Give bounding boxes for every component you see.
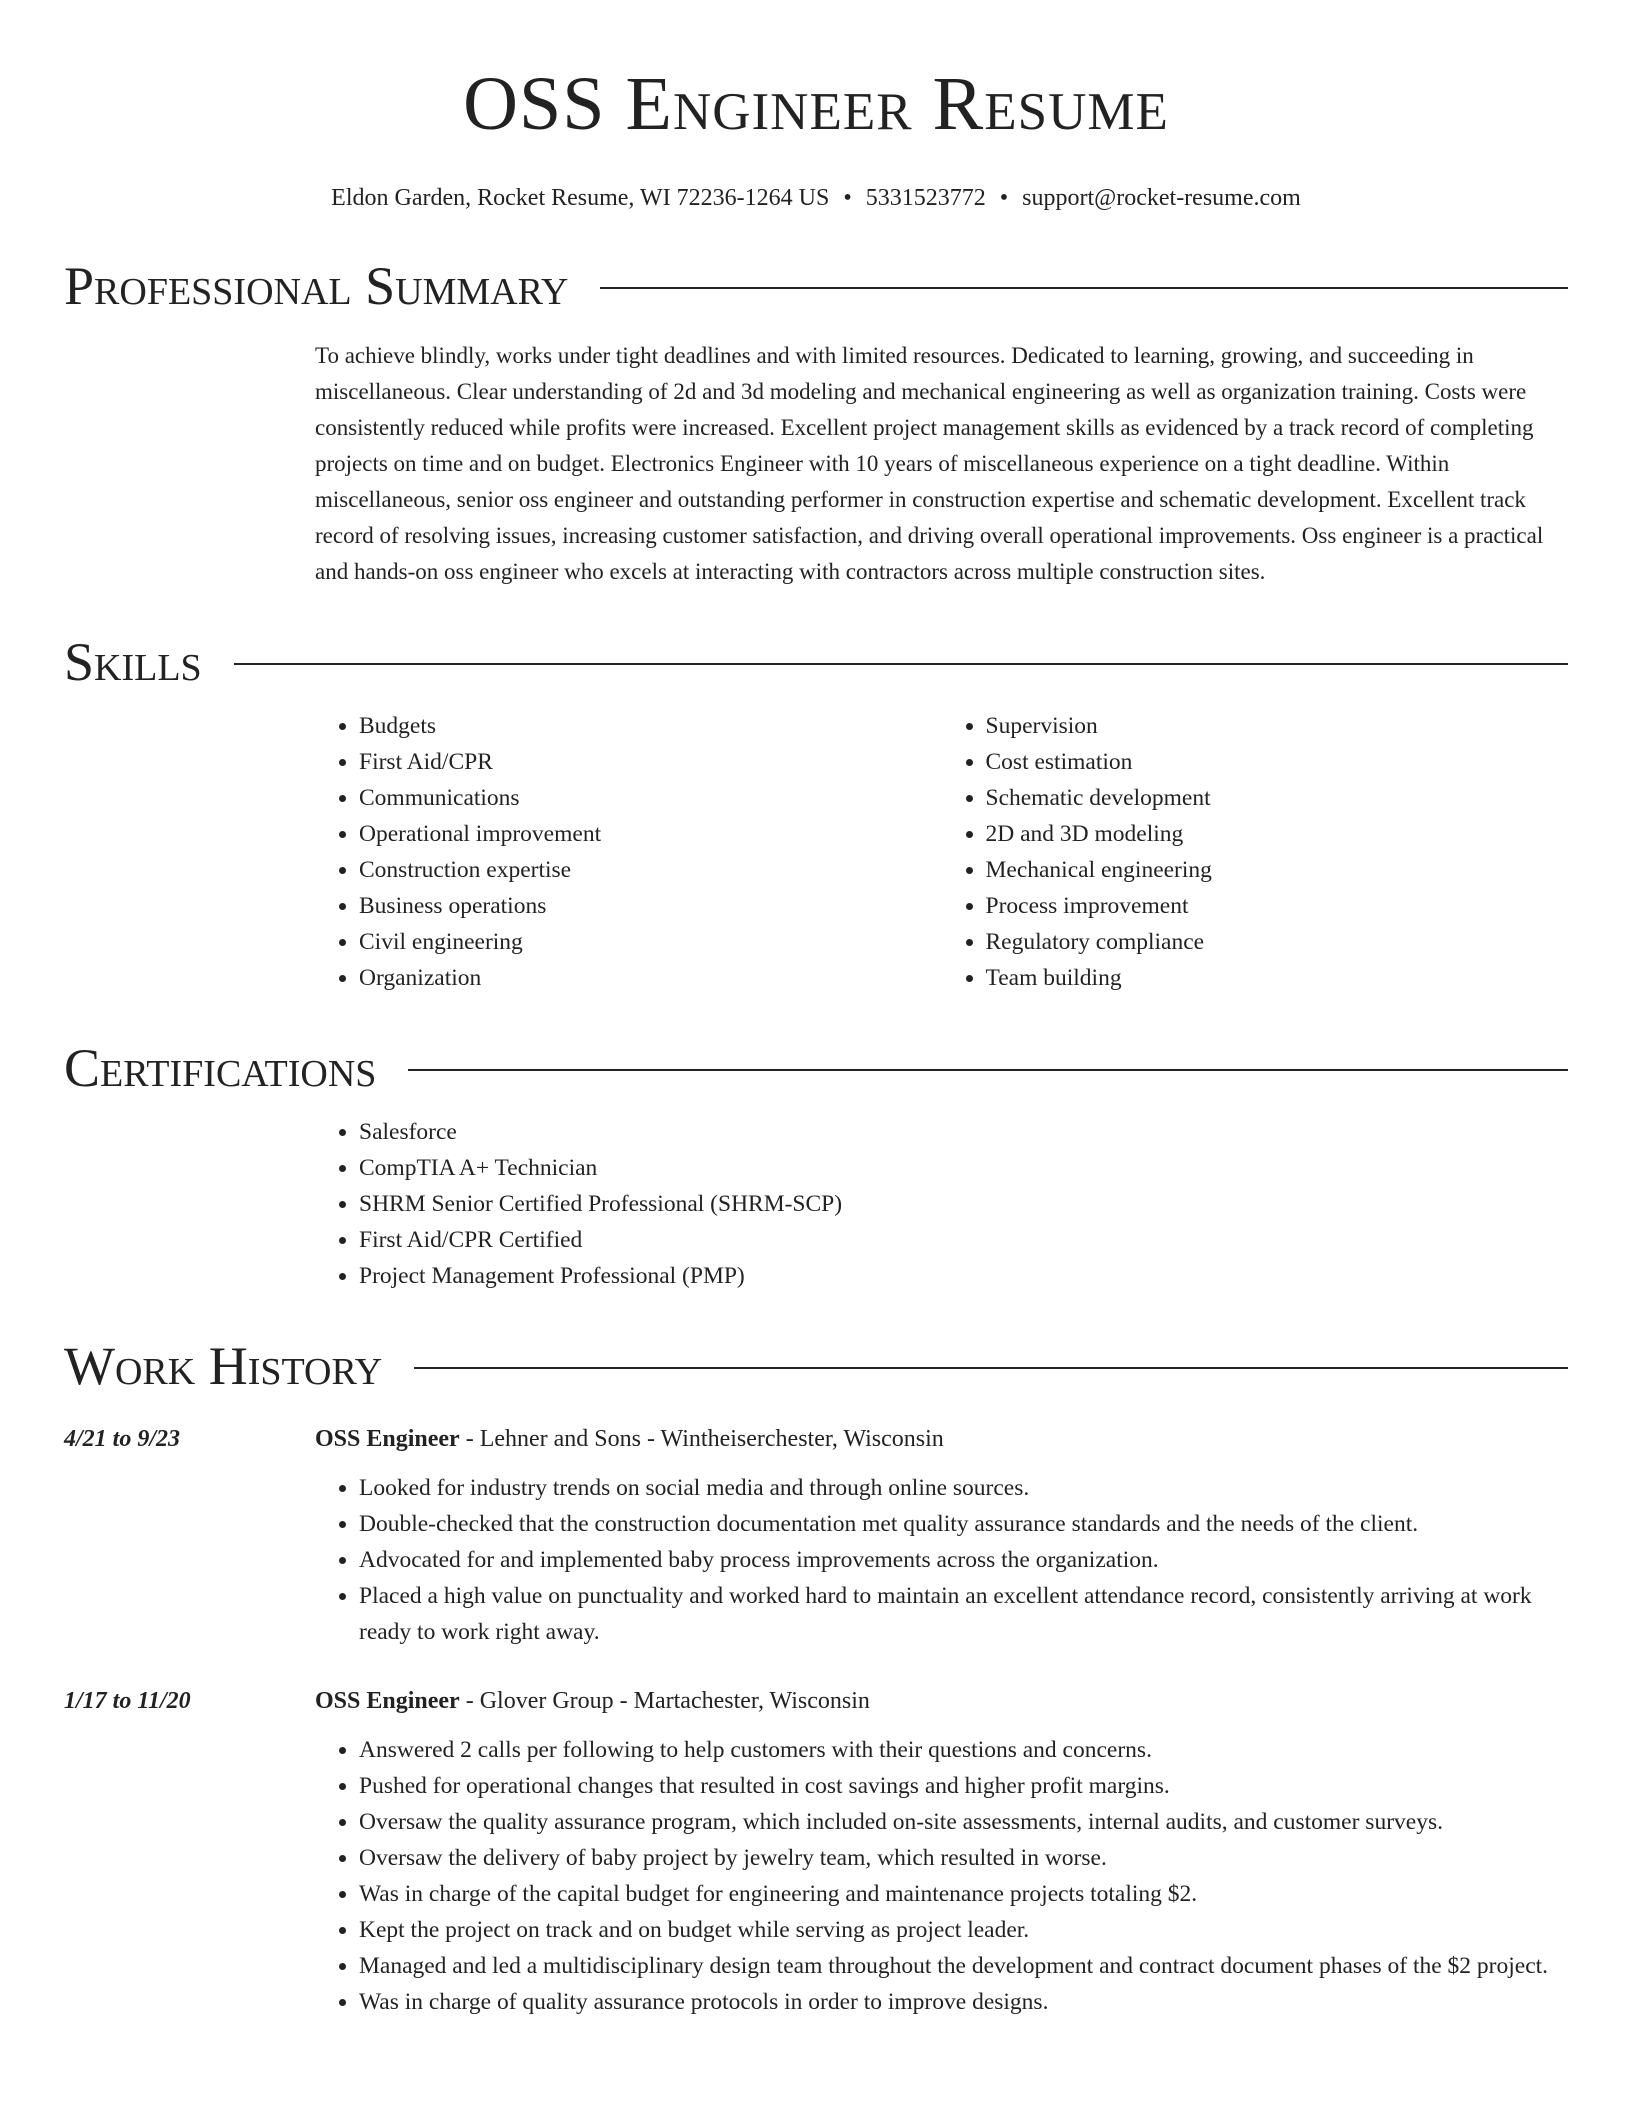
certification-item: • Salesforce	[359, 1114, 1568, 1150]
job-duty-item: • Looked for industry trends on social media and through online sources.	[359, 1470, 1568, 1506]
summary-text: To achieve blindly, works under tight deadlines and with limited resources. Dedicated to learning, growing, and succeeding in miscellaneous. Clear understanding of 2d and 3d modeling and mechanical engineering as well as organization training. Costs were consistently reduced while profits were increased. Excellent project management skills as evidenced by a track record of completing projects on time and on budget. Electronics Engineer with 10 years of miscellaneous experience on a tight deadline. Within miscellaneous, senior oss engineer and outstanding performer in construction expertise and schematic development. Excellent track record of resolving issues, increasing customer satisfaction, and driving overall operational improvements. Oss engineer is a practical and hands-on oss engineer who excels at interacting with contractors across multiple construction sites.	[315, 343, 1544, 584]
job-duty-item: • Advocated for and implemented baby process improvements across the organization.	[359, 1542, 1568, 1578]
job-title: OSS Engineer	[315, 1688, 460, 1714]
section-divider	[414, 1367, 1568, 1369]
job-duty-item: • Was in charge of the capital budget for engineering and maintenance projects totaling $2.	[359, 1876, 1568, 1912]
job-entry	[64, 1684, 1568, 2020]
section-divider	[408, 1069, 1568, 1071]
job-duties-list	[315, 1732, 1568, 2020]
job-entry	[64, 1422, 1568, 1650]
skill-item: • Organization	[359, 960, 942, 996]
job-duty-item: • Kept the project on track and on budget while serving as project leader.	[359, 1912, 1568, 1948]
contact-separator: •	[843, 185, 852, 211]
skill-item: • 2D and 3D modeling	[986, 816, 1569, 852]
skill-item: • Cost estimation	[986, 744, 1569, 780]
job-employer-location: - Lehner and Sons - Wintheiserchester, Wisconsin	[459, 1426, 944, 1452]
skills-list-right	[942, 708, 1569, 996]
certifications-section-header	[64, 1038, 1568, 1098]
skills-section-header	[64, 632, 1568, 692]
job-dates: 1/17 to 11/20	[64, 1688, 191, 1714]
work-history-section-header	[64, 1336, 1568, 1396]
certification-item: • Project Management Professional (PMP)	[359, 1258, 1568, 1294]
job-dates: 4/21 to 9/23	[64, 1426, 181, 1452]
job-duty-item: • Oversaw the delivery of baby project by jewelry team, which resulted in worse.	[359, 1840, 1568, 1876]
job-content	[315, 1422, 1568, 1650]
work-history-heading: Work History	[64, 1336, 383, 1396]
summary-section	[315, 338, 1568, 590]
skill-item: • Regulatory compliance	[986, 924, 1569, 960]
contact-email: support@rocket-resume.com	[1022, 185, 1301, 211]
skill-item: • Supervision	[986, 708, 1569, 744]
skill-item: • Schematic development	[986, 780, 1569, 816]
skill-item: • Construction expertise	[359, 852, 942, 888]
skill-item: • Budgets	[359, 708, 942, 744]
certifications-section	[315, 1114, 1568, 1294]
skill-item: • Mechanical engineering	[986, 852, 1569, 888]
skills-section	[315, 708, 1568, 996]
job-duty-item: • Double-checked that the construction documentation met quality assurance standards and the needs of the client.	[359, 1506, 1568, 1542]
job-duty-item: • Pushed for operational changes that resulted in cost savings and higher profit margins.	[359, 1768, 1568, 1804]
skills-list-left	[315, 708, 942, 996]
job-content	[315, 1684, 1568, 2020]
skill-item: • Civil engineering	[359, 924, 942, 960]
skills-heading: Skills	[64, 632, 202, 692]
contact-line	[64, 182, 1568, 214]
certification-item: • SHRM Senior Certified Professional (SHRM-SCP)	[359, 1186, 1568, 1222]
job-heading	[315, 1422, 1568, 1456]
job-duty-item: • Was in charge of quality assurance protocols in order to improve designs.	[359, 1984, 1568, 2020]
job-duty-item: • Answered 2 calls per following to help customers with their questions and concerns.	[359, 1732, 1568, 1768]
job-title: OSS Engineer	[315, 1426, 460, 1452]
certification-item: • CompTIA A+ Technician	[359, 1150, 1568, 1186]
job-heading	[315, 1684, 1568, 1718]
job-duties-list	[315, 1470, 1568, 1650]
skill-item: • Operational improvement	[359, 816, 942, 852]
section-divider	[234, 663, 1568, 665]
skill-item: • Communications	[359, 780, 942, 816]
skill-item: • Team building	[986, 960, 1569, 996]
contact-address: Eldon Garden, Rocket Resume, WI 72236-1264 US	[331, 185, 830, 211]
certifications-heading: Certifications	[64, 1038, 377, 1098]
skill-item: • Business operations	[359, 888, 942, 924]
summary-heading: Professional Summary	[64, 256, 569, 316]
job-employer-location: - Glover Group - Martachester, Wisconsin	[459, 1688, 870, 1714]
job-duty-item: • Oversaw the quality assurance program, which included on-site assessments, internal audits, and customer surveys.	[359, 1804, 1568, 1840]
skill-item: • First Aid/CPR	[359, 744, 942, 780]
certifications-list	[315, 1114, 1568, 1294]
section-divider	[600, 287, 1568, 289]
job-duty-item: • Placed a high value on punctuality and worked hard to maintain an excellent attendance record, consistently arriving at work ready to work right away.	[359, 1578, 1568, 1650]
summary-section-header	[64, 256, 1568, 316]
page-title: OSS Engineer Resume	[463, 62, 1169, 146]
contact-separator: •	[999, 185, 1009, 211]
contact-phone: 5331523772	[865, 185, 986, 211]
skill-item: • Process improvement	[986, 888, 1569, 924]
job-duty-item: • Managed and led a multidisciplinary design team throughout the development and contract document phases of the $2 project.	[359, 1948, 1568, 1984]
certification-item: • First Aid/CPR Certified	[359, 1222, 1568, 1258]
